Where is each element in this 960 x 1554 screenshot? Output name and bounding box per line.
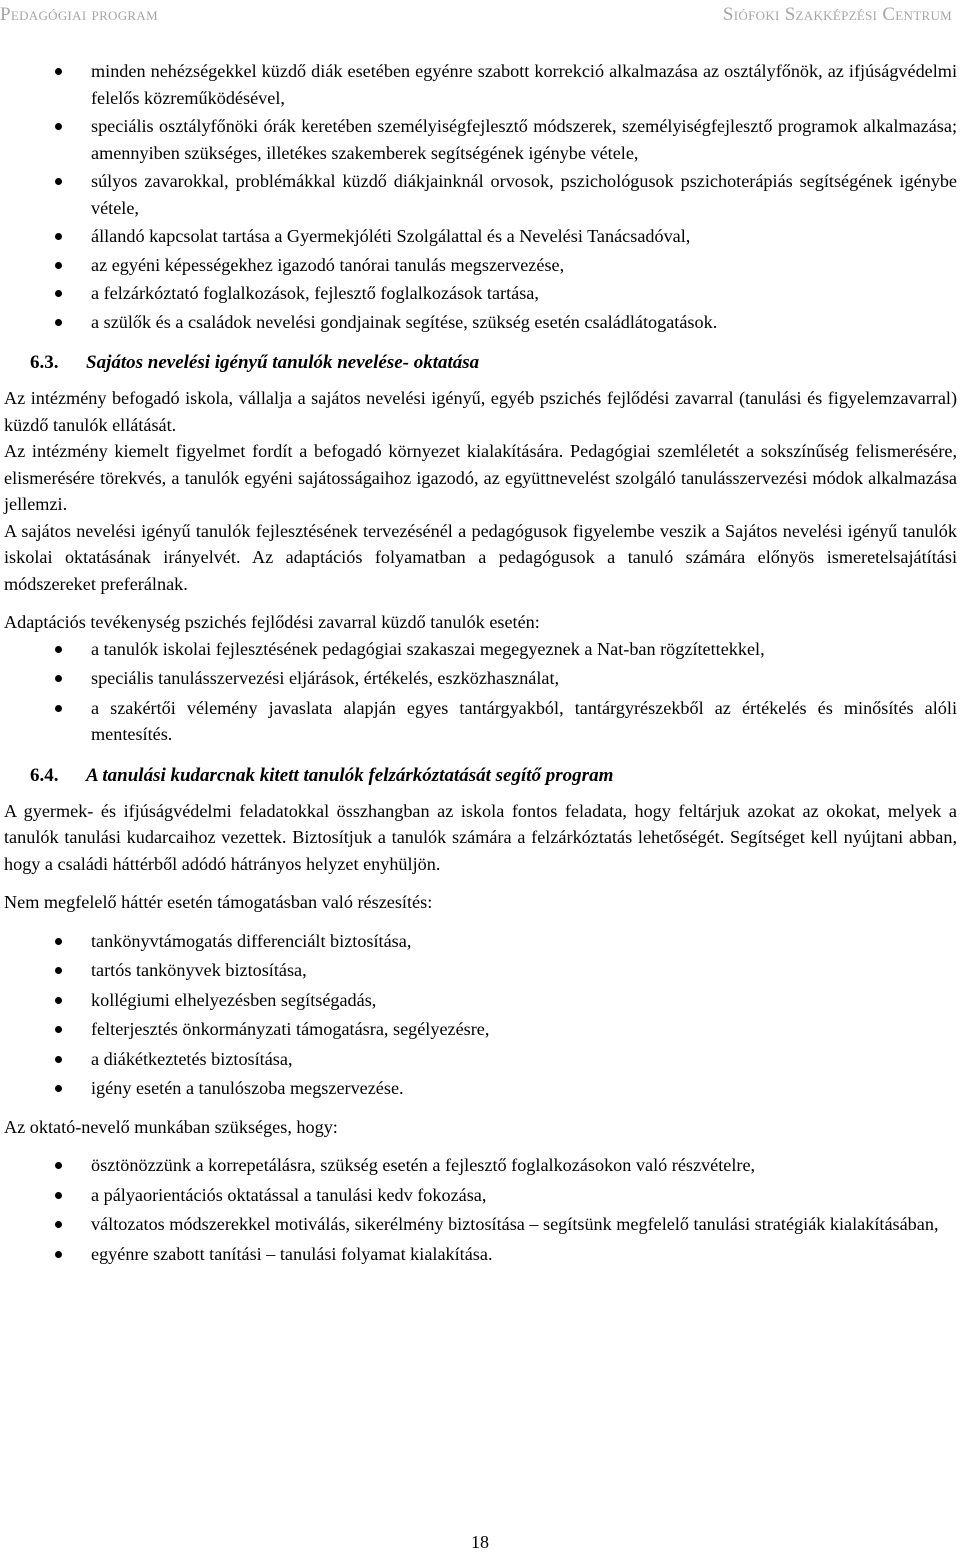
adaptation-list bbox=[4, 636, 957, 748]
list-item-text: a diákétkeztetés biztosítása, bbox=[91, 1048, 293, 1069]
list-item-text: tankönyvtámogatás differenciált biztosítása, bbox=[91, 930, 412, 951]
list-item bbox=[4, 113, 957, 166]
bullet-icon bbox=[55, 675, 62, 682]
bullet-icon bbox=[55, 290, 62, 297]
list-item-text: a felzárkóztató foglalkozások, fejlesztő foglalkozások tartása, bbox=[91, 283, 539, 303]
list-item bbox=[4, 58, 957, 111]
list-item-text: felterjesztés önkormányzati támogatásra, segélyezésre, bbox=[91, 1019, 490, 1039]
section-number: 6.4. bbox=[30, 764, 59, 786]
bullet-icon bbox=[55, 1192, 62, 1199]
list-item bbox=[4, 252, 957, 279]
list-item bbox=[4, 665, 957, 692]
work-list bbox=[4, 1152, 957, 1267]
paragraph-intro: Nem megfelelő háttér esetén támogatásban való részesítés: bbox=[4, 892, 433, 912]
list-item bbox=[4, 1016, 957, 1043]
section-heading-6-4 bbox=[4, 763, 957, 789]
list-item-text: a pályaorientációs oktatással a tanulási kedv fokozása, bbox=[91, 1184, 487, 1205]
list-item-text: a szülők és a családok nevelési gondjainak segítése, szükség esetén családlátogatások. bbox=[91, 311, 718, 332]
bullet-icon bbox=[55, 262, 62, 269]
bullet-icon bbox=[55, 997, 62, 1004]
bullet-icon bbox=[55, 938, 62, 945]
list-item bbox=[4, 1211, 957, 1238]
paragraph: Az intézmény befogadó iskola, vállalja a sajátos nevelési igényű, egyéb pszichés fejlődési zavarral (tanulási és figyelemzavarral) küzdő tanulók ellátását. bbox=[4, 388, 957, 435]
list-item bbox=[4, 280, 957, 307]
list-item-text: tartós tankönyvek biztosítása, bbox=[91, 960, 307, 980]
list-item-text: ösztönözzünk a korrepetálásra, szükség esetén a fejlesztő foglalkozásokon való részvételre, bbox=[91, 1155, 756, 1175]
support-list bbox=[4, 928, 957, 1102]
list-item bbox=[4, 636, 957, 663]
list-item-text: a szakértői vélemény javaslata alapján egyes tantárgyakból, tantárgyrészekből az értékelés és minősítés alóli mentesítés. bbox=[91, 697, 957, 744]
page-number: 18 bbox=[471, 1532, 489, 1552]
bullet-icon bbox=[55, 1251, 62, 1258]
paragraph-intro: Adaptációs tevékenység pszichés fejlődési zavarral küzdő tanulók esetén: bbox=[4, 612, 540, 632]
list-item-text: kollégiumi elhelyezésben segítségadás, bbox=[91, 989, 377, 1010]
list-item-text: súlyos zavarokkal, problémákkal küzdő diákjainknál orvosok, pszichológusok pszichoterápiás segítségének igénybe vétele, bbox=[91, 171, 957, 218]
list-item bbox=[4, 1046, 957, 1073]
list-item-text: egyénre szabott tanítási – tanulási folyamat kialakítása. bbox=[91, 1243, 493, 1264]
bullet-icon bbox=[55, 319, 62, 326]
list-item bbox=[4, 987, 957, 1014]
list-item bbox=[4, 695, 957, 748]
list-item-text: a tanulók iskolai fejlesztésének pedagógiai szakaszai megegyeznek a Nat-ban rögzítettekkel, bbox=[91, 638, 765, 659]
list-item-text: igény esetén a tanulószoba megszervezése. bbox=[91, 1078, 404, 1098]
bullet-icon bbox=[55, 68, 62, 75]
header-right-text: Siófoki Szakképzési Centrum bbox=[722, 4, 952, 25]
measures-list bbox=[4, 58, 957, 335]
bullet-icon bbox=[55, 233, 62, 240]
list-item-text: speciális tanulásszervezési eljárások, értékelés, eszközhasználat, bbox=[91, 668, 560, 688]
list-item bbox=[4, 223, 957, 250]
bullet-icon bbox=[55, 1162, 62, 1169]
section-title: A tanulási kudarcnak kitett tanulók felzárkóztatását segítő program bbox=[86, 764, 614, 786]
bullet-icon bbox=[55, 1221, 62, 1228]
header-left-text: Pedagógiai program bbox=[0, 4, 158, 25]
list-item-text: változatos módszerekkel motiválás, sikerélmény biztosítása – segítsünk megfelelő tanulási stratégiák kialakításában, bbox=[91, 1214, 939, 1234]
paragraph: A sajátos nevelési igényű tanulók fejlesztésének tervezésénél a pedagógusok figyelembe veszik a Sajátos nevelési igényű tanulók iskolai oktatásának irányelvét. Az adaptációs folyamatban a pedagógusok a tanuló számára előnyös ismeretelsajátítási módszereket preferálnak. bbox=[4, 520, 957, 594]
paragraph-intro: Az oktató-nevelő munkában szükséges, hogy: bbox=[4, 1116, 338, 1137]
page-header bbox=[0, 4, 960, 28]
bullet-icon bbox=[55, 646, 62, 653]
paragraph: A gyermek- és ifjúságvédelmi feladatokkal összhangban az iskola fontos feladata, hogy feltárjuk azokat az okokat, melyek a tanulók tanulási kudarcaihoz vezettek. Biztosítjuk a tanulók számára a felzárkóztatás lehetőségét. Segítséget kell nyújtani abban, hogy a családi háttérből adódó hátrányos helyzet enyhüljön. bbox=[4, 800, 957, 874]
paragraph: Az intézmény kiemelt figyelmet fordít a befogadó környezet kialakítására. Pedagógiai szemléletét a sokszínűség felismerésére, elismerésére törekvés, a tanulók egyéni sajátosságaihoz igazodó, az együttnevelést szolgáló tanulásszervezési módok alkalmazása jellemzi. bbox=[4, 441, 957, 514]
list-item bbox=[4, 957, 957, 984]
bullet-icon bbox=[55, 1026, 62, 1033]
list-item bbox=[4, 1075, 957, 1102]
list-item bbox=[4, 1241, 957, 1268]
list-item-text: speciális osztályfőnöki órák keretében személyiségfejlesztő módszerek, személyiségfejlesztő programok alkalmazása; amennyiben szükséges, illetékes szakemberek segítségének igénybe vétele, bbox=[91, 116, 957, 163]
list-item bbox=[4, 168, 957, 221]
list-item bbox=[4, 1152, 957, 1179]
bullet-icon bbox=[55, 123, 62, 130]
list-item-text: állandó kapcsolat tartása a Gyermekjóléti Szolgálattal és a Nevelési Tanácsadóval, bbox=[91, 226, 691, 246]
bullet-icon bbox=[55, 1085, 62, 1092]
list-item-text: az egyéni képességekhez igazodó tanórai tanulás megszervezése, bbox=[91, 254, 565, 275]
bullet-icon bbox=[55, 967, 62, 974]
list-item-text: minden nehézségekkel küzdő diák esetében egyénre szabott korrekció alkalmazása az osztályfőnök, az ifjúságvédelmi felelős közreműködésével, bbox=[91, 61, 957, 108]
section-number: 6.3. bbox=[30, 352, 59, 373]
bullet-icon bbox=[55, 705, 62, 712]
bullet-icon bbox=[55, 1056, 62, 1063]
page-content bbox=[4, 58, 957, 1270]
section-heading-6-3 bbox=[4, 350, 957, 376]
list-item bbox=[4, 1182, 957, 1209]
section-title: Sajátos nevelési igényű tanulók nevelése- oktatása bbox=[86, 352, 480, 373]
list-item bbox=[4, 928, 957, 955]
list-item bbox=[4, 309, 957, 336]
bullet-icon bbox=[55, 178, 62, 185]
